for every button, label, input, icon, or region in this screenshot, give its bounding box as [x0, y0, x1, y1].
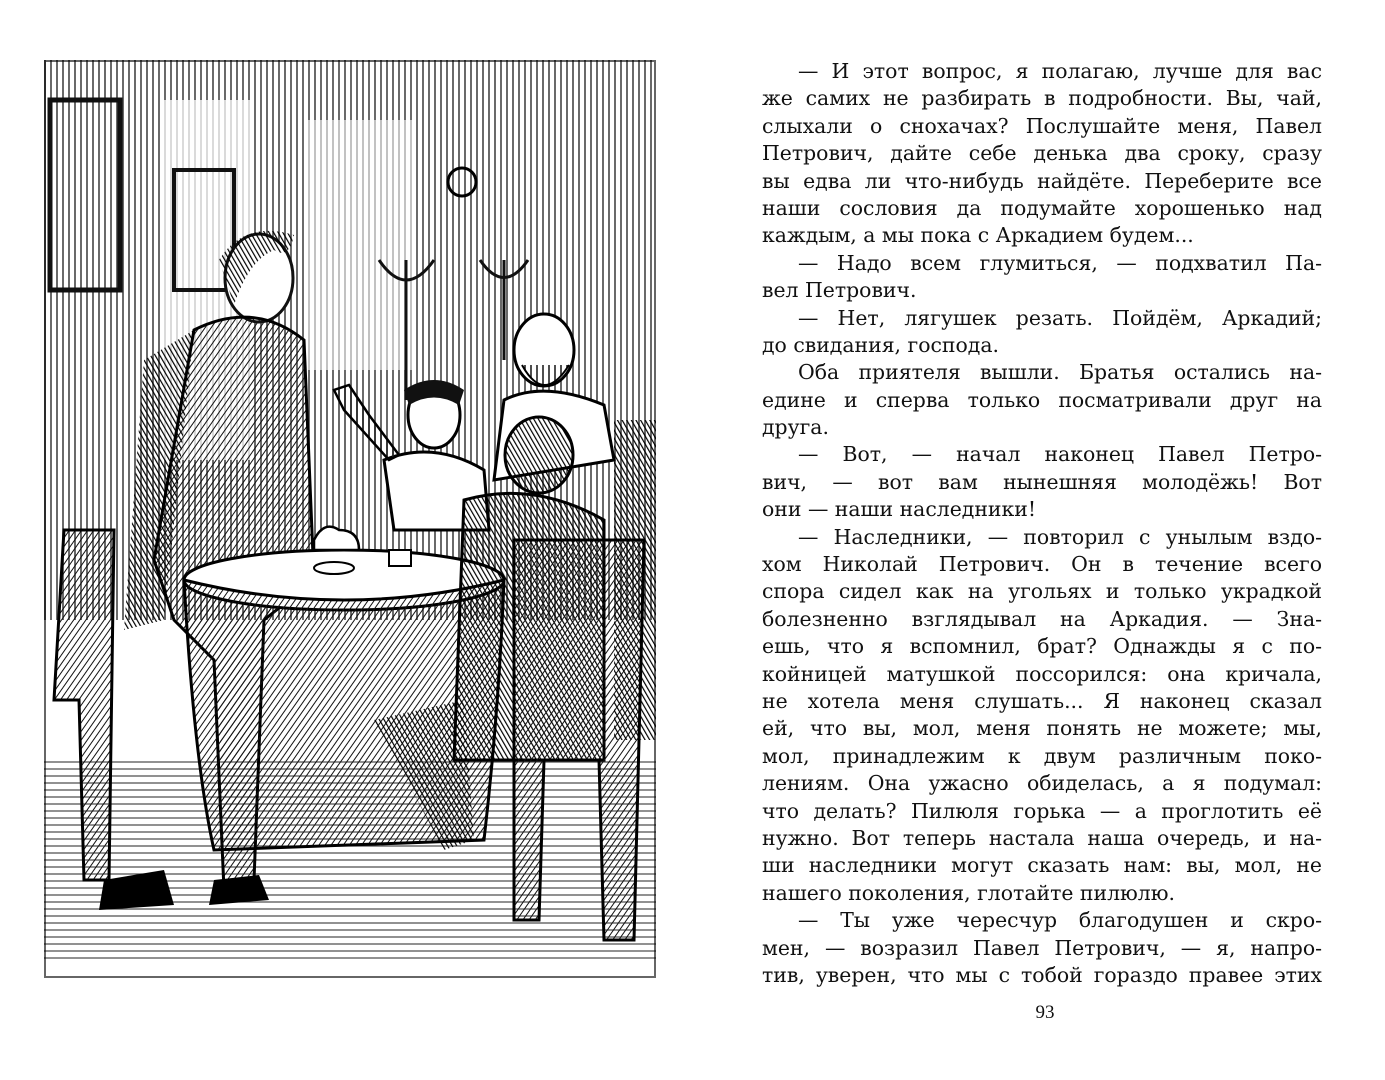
- text-line: едине и сперва только посматривали друг на: [762, 387, 1322, 412]
- text-line: — Нет, лягушек резать. Пойдём, Аркадий;: [798, 305, 1322, 330]
- text-line: ей, что вы, мол, меня понять не можете; мы,: [762, 716, 1322, 741]
- text-line: они — наши наследники!: [762, 497, 1037, 522]
- text-line: ши наследники могут сказать нам: вы, мол, не: [762, 853, 1322, 878]
- text-line: хом Николай Петрович. Он в течение всего: [762, 552, 1322, 577]
- cup: [389, 550, 411, 566]
- text-line: тив, уверен, что мы с тобой гораздо правее этих: [762, 962, 1322, 987]
- text-line: наши сословия да подумайте хорошенько над: [762, 195, 1322, 220]
- text-line: — И этот вопрос, я полагаю, лучше для вас: [798, 59, 1322, 83]
- text-line: не хотела меня слушать... Я наконец сказал: [762, 688, 1322, 713]
- body-text: [762, 58, 1322, 998]
- text-line: вел Петрович.: [762, 278, 917, 303]
- text-line: что делать? Пилюля горька — а проглотить её: [762, 798, 1322, 823]
- text-line: — Надо всем глумиться, — подхватил Па-: [798, 250, 1322, 275]
- text-line: спора сидел как на угольях и только украдкой: [762, 579, 1322, 604]
- text-line: до свидания, господа.: [762, 332, 999, 357]
- text-line: — Наследники, — повторил с унылым вздо-: [798, 524, 1322, 549]
- text-line: каждым, а мы пока с Аркадием будем...: [762, 223, 1194, 248]
- engraving-drawing: [44, 60, 656, 978]
- text-line: мол, принадлежим к двум различным поко-: [762, 743, 1322, 768]
- text-line: вич, — вот вам нынешняя молодёжь! Вот: [762, 469, 1322, 494]
- text-line: Петрович, дайте себе денька два сроку, сразу: [762, 141, 1322, 166]
- text-line: мен, — возразил Павел Петрович, — я, напро-: [762, 935, 1322, 960]
- text-line: слыхали о снохачах? Послушайте меня, Павел: [762, 113, 1322, 138]
- text-line: болезненно взглядывал на Аркадия. — Зна-: [762, 606, 1322, 631]
- text-line: — Ты уже чересчур благодушен и скро-: [798, 908, 1322, 933]
- text-line: вы едва ли что-нибудь найдёте. Переберите все: [762, 168, 1322, 193]
- text-line: койницей матушкой поссорился: она кричала,: [762, 661, 1322, 686]
- text-line: Оба приятеля вышли. Братья остались на-: [798, 360, 1322, 385]
- text-line: друга.: [762, 415, 829, 440]
- text-line: — Вот, — начал наконец Павел Петро-: [798, 442, 1322, 467]
- illustration: [44, 60, 656, 978]
- page-number: 93: [1035, 1002, 1055, 1023]
- text-line: нашего поколения, глотайте пилюлю.: [762, 880, 1175, 905]
- text-line: нужно. Вот теперь настала наша очередь, и на-: [762, 825, 1322, 850]
- text-line: же самих не разбирать в подробности. Вы, чай,: [762, 86, 1322, 111]
- text-line: ешь, что я вспомнил, брат? Однажды я с по-: [762, 634, 1322, 659]
- cabinet: [614, 420, 656, 740]
- text-line: лениям. Она ужасно обиделась, а я подумал:: [762, 771, 1322, 796]
